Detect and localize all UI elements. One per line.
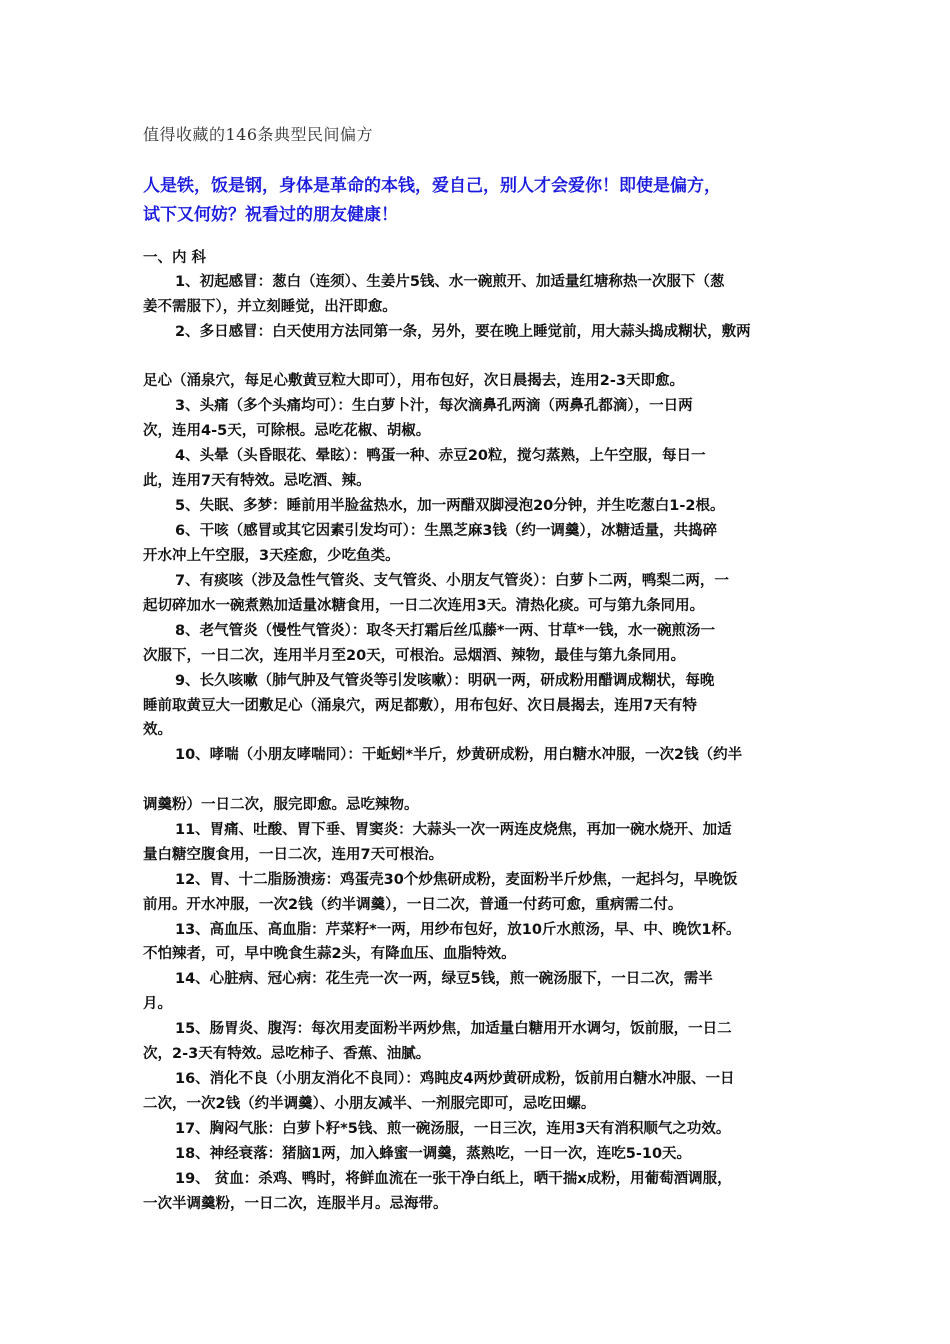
remedy-line: 次，2-3天有特效。忌吃柿子、香蕉、油腻。 [143,1046,431,1062]
remedy-line: 次服下，一日二次，连用半月至20天，可根治。忌烟酒、辣物，最佳与第九条同用。 [143,648,686,664]
remedy-line: 10、哮喘（小朋友哮喘同）：干蚯蚓*半斤，炒黄研成粉，用白糖水冲服，一次2钱（约半 [175,747,743,763]
remedy-line: 调羹粉）一日二次，服完即愈。忌吃辣物。 [143,797,419,813]
remedy-line: 4、头晕（头昏眼花、晕眩）：鸭蛋一种、赤豆20粒，搅匀蒸熟，上午空服，每日一 [175,448,706,464]
section-heading: 一、内 科 [143,250,207,266]
remedy-line: 19、 贫血：杀鸡、鸭时，将鲜血流在一张干净白纸上，晒干揣x成粉，用葡萄酒调服， [175,1171,732,1187]
remedy-line: 月。 [143,996,172,1012]
remedy-line: 17、胸闷气胀：白萝卜籽*5钱、煎一碗汤服，一日三次，连用3天有消积顺气之功效。 [175,1121,731,1137]
remedy-line: 11、胃痛、吐酸、胃下垂、胃窦炎：大蒜头一次一两连皮烧焦，再加一碗水烧开、加适 [175,822,732,838]
remedy-line: 9、长久咳嗽（肺气肿及气管炎等引发咳嗽）：明矾一两，研成粉用醋调成糊状，每晚 [175,673,715,689]
remedy-line: 5、失眠、多梦：睡前用半脸盆热水，加一两醋双脚浸泡20分钟，并生吃葱白1-2根。 [175,498,725,514]
remedy-line: 前用。开水冲服，一次2钱（约半调羹），一日二次，普通一付药可愈，重病需二付。 [143,897,683,913]
remedy-line: 效。 [143,722,172,738]
remedy-line: 开水冲上午空服，3天痊愈，少吃鱼类。 [143,548,400,564]
remedy-line: 一次半调羹粉，一日二次，连服半月。忌海带。 [143,1196,448,1212]
remedy-line: 此，连用7天有特效。忌吃酒、辣。 [143,473,371,489]
remedy-line: 睡前取黄豆大一团敷足心（涌泉穴，两足都敷），用布包好、次日晨揭去，连用7天有特 [143,698,697,714]
remedy-line: 6、干咳（感冒或其它因素引发均可）：生黑芝麻3钱（约一调羹），冰糖适量，共捣碎 [175,523,718,539]
remedy-line: 14、心脏病、冠心病：花生壳一次一两，绿豆5钱，煎一碗汤服下，一日二次，需半 [175,971,713,987]
remedy-line: 13、高血压、高血脂：芹菜籽*一两，用纱布包好，放10斤水煎汤，早、中、晚饮1杯。 [175,922,741,938]
intro-line-1: 人是铁，饭是钢，身体是革命的本钱，爱自己，别人才会爱你！即使是偏方， [143,176,721,196]
remedy-line: 7、有痰咳（涉及急性气管炎、支气管炎、小朋友气管炎）：白萝卜二两，鸭梨二两，一 [175,573,729,589]
remedy-line: 16、消化不良（小朋友消化不良同）：鸡盹皮4两炒黄研成粉，饭前用白糖水冲服、一日 [175,1071,735,1087]
remedy-line: 不怕辣者，可，早中晚食生蒜2头，有降血压、血脂特效。 [143,946,516,962]
remedy-line: 15、肠胃炎、腹泻：每次用麦面粉半两炒焦，加适量白糖用开水调匀，饭前服，一日二 [175,1021,732,1037]
remedy-line: 量白糖空腹食用，一日二次，连用7天可根治。 [143,847,444,863]
remedy-line: 12、胃、十二脂肠溃疡：鸡蛋壳30个炒焦研成粉，麦面粉半斤炒焦，一起抖匀，早晚饭 [175,872,738,888]
remedy-line: 姜不需服下），并立刻睡觉，出汗即愈。 [143,299,397,315]
remedy-line: 起切碎加水一碗煮熟加适量冰糖食用，一日二次连用3天。清热化痰。可与第九条同用。 [143,598,705,614]
remedy-line: 次，连用4-5天，可除根。忌吃花椒、胡椒。 [143,423,431,439]
remedy-line: 1、初起感冒：葱白（连须）、生姜片5钱、水一碗煎开、加适量红塘称热一次服下（葱 [175,274,725,290]
remedy-line: 8、老气管炎（慢性气管炎）：取冬天打霜后丝瓜藤*一两、甘草*一钱，水一碗煎汤一 [175,623,716,639]
remedy-line: 2、多日感冒：白天使用方法同第一条，另外，要在晚上睡觉前，用大蒜头捣成糊状，敷两 [175,324,751,340]
remedy-line: 3、头痛（多个头痛均可）：生白萝卜汁，每次滴鼻孔两滴（两鼻孔都滴），一日两 [175,398,693,414]
remedy-line: 二次，一次2钱（约半调羹）、小朋友减半、一剂服完即可，忌吃田螺。 [143,1096,596,1112]
remedy-line: 足心（涌泉穴，每足心敷黄豆粒大即可），用布包好，次日晨揭去，连用2-3天即愈。 [143,373,684,389]
document-title: 值得收藏的146条典型民间偏方 [143,125,374,144]
intro-line-2: 试下又何妨？祝看过的朋友健康！ [143,205,398,225]
remedy-line: 18、神经衰落：猪脑1两，加入蜂蜜一调羹，蒸熟吃，一日一次，连吃5-10天。 [175,1146,692,1162]
